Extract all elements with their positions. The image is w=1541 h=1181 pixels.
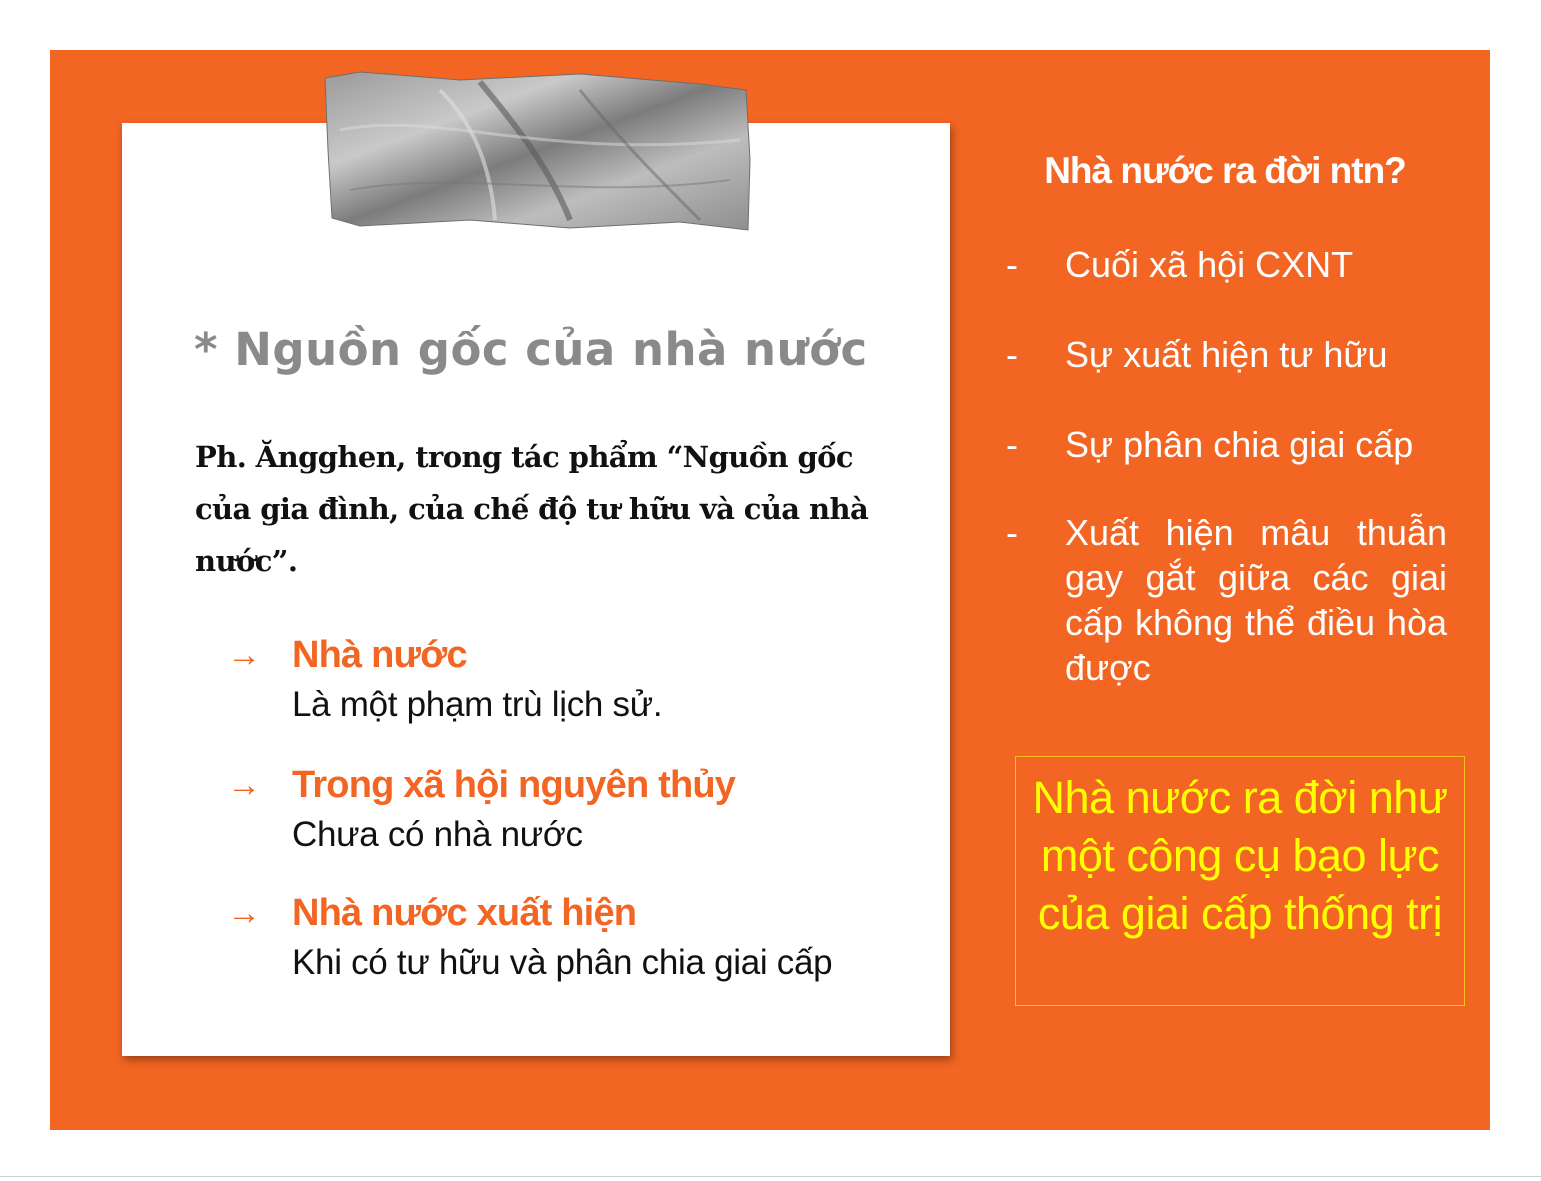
reason-text: Xuất hiện mâu thuẫn gay gắt giữa các giai cấp không thể điều hòa được bbox=[1065, 512, 1447, 688]
card-title: * Nguồn gốc của nhà nước bbox=[194, 323, 868, 376]
dash-bullet: - bbox=[1006, 334, 1018, 375]
conclusion-box bbox=[1015, 756, 1465, 1006]
reason-text: Cuối xã hội CXNT bbox=[1065, 244, 1354, 285]
arrow-right-icon: → bbox=[227, 894, 261, 932]
dash-bullet: - bbox=[1006, 244, 1018, 285]
point-body: Là một phạm trù lịch sử. bbox=[292, 685, 663, 724]
dash-bullet: - bbox=[1006, 424, 1018, 465]
duct-tape-image bbox=[320, 70, 752, 235]
divider bbox=[0, 1176, 1541, 1177]
reason-text: Sự xuất hiện tư hữu bbox=[1065, 334, 1388, 375]
dash-bullet: - bbox=[1006, 512, 1018, 553]
point-heading: Nhà nước xuất hiện bbox=[292, 892, 637, 934]
reason-text: Sự phân chia giai cấp bbox=[1065, 424, 1414, 465]
engels-quote: Ph. Ăngghen, trong tác phẩm “Nguồn gốc của gia đình, của chế độ tư hữu và của nhà nước”. bbox=[195, 440, 869, 578]
point-body: Khi có tư hữu và phân chia giai cấp bbox=[292, 943, 833, 982]
right-title: Nhà nước ra đời ntn? bbox=[1044, 150, 1406, 191]
slide bbox=[50, 50, 1490, 1130]
point-heading: Nhà nước bbox=[292, 634, 467, 676]
content-card bbox=[122, 123, 950, 1056]
arrow-right-icon: → bbox=[227, 766, 261, 804]
point-body: Chưa có nhà nước bbox=[292, 815, 583, 854]
conclusion-text: Nhà nước ra đời như một công cụ bạo lực của giai cấp thống trị bbox=[1032, 772, 1448, 939]
arrow-right-icon: → bbox=[227, 636, 261, 674]
point-heading: Trong xã hội nguyên thủy bbox=[292, 764, 736, 806]
